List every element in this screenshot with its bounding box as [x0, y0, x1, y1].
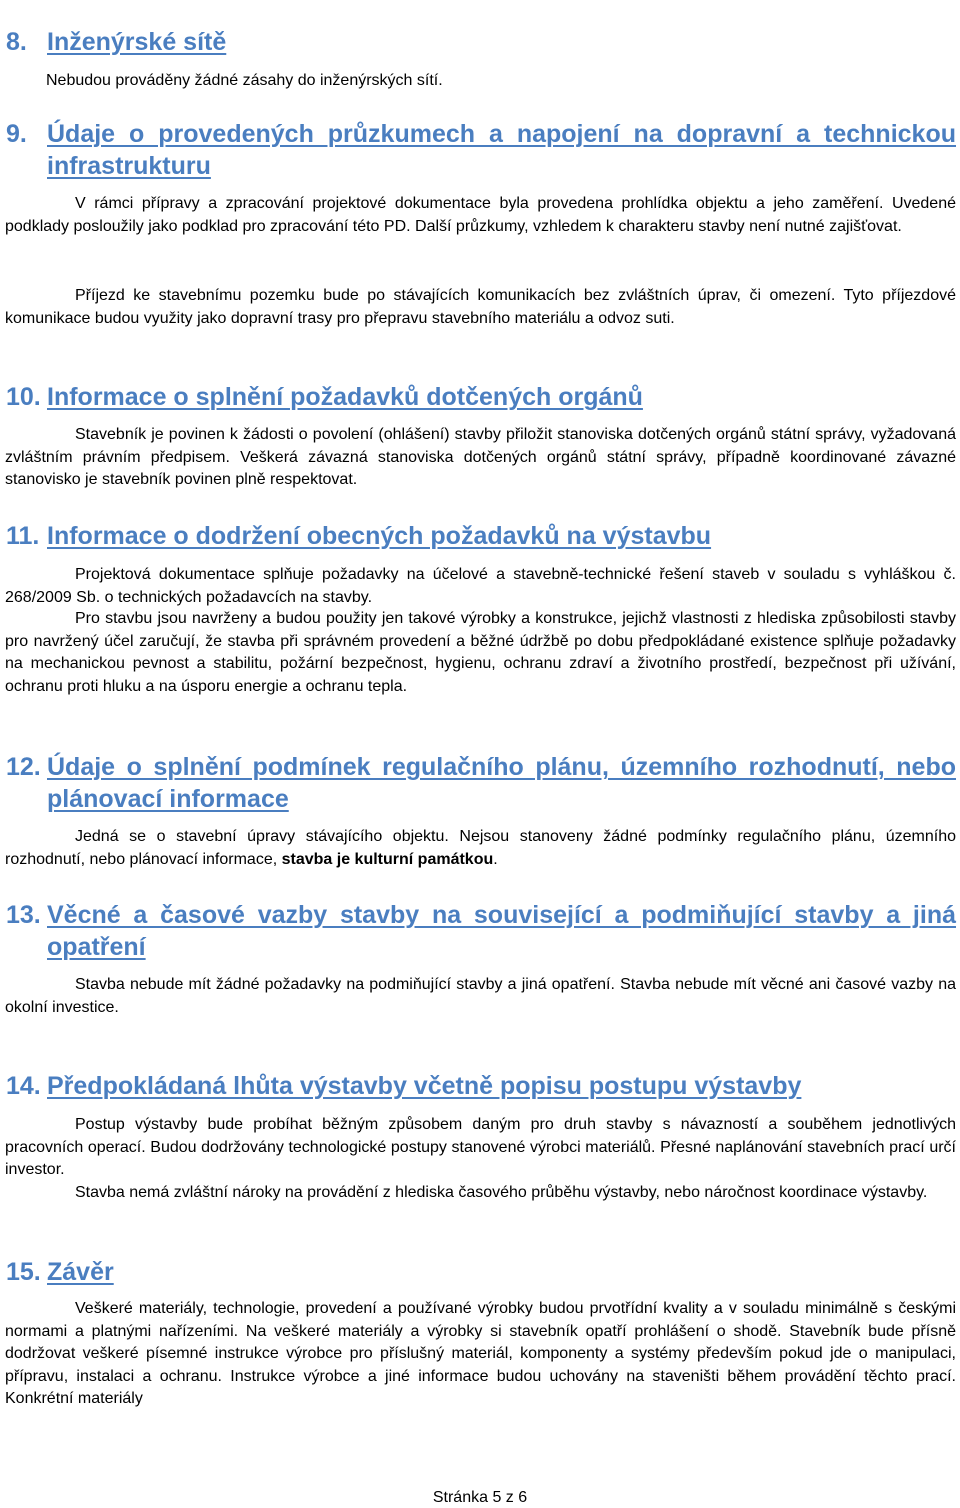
section-title: Údaje o splnění podmínek regulačního plánu, územního rozhodnutí, nebo plánovací informace [47, 753, 956, 813]
paragraph: Příjezd ke stavebnímu pozemku bude po stávajících komunikacích bez zvláštních úprav, či omezení. Tyto příjezdové komunikace budou využity jako dopravní trasy pro přepravu stavebního materiálu a odvoz suti. [5, 287, 956, 327]
paragraph [5, 826, 956, 871]
paragraph-text: Jedná se o stavební úpravy stávajícího objektu. Nejsou stanoveny žádné podmínky regulačního plánu, územního rozhodnutí, nebo plánovací informace, [5, 828, 956, 868]
section-number: 12. [6, 753, 41, 781]
section-title: Věcné a časové vazby stavby na související a podmiňující stavby a jiná opatření [47, 901, 956, 961]
section-title: Předpokládaná lhůta výstavby včetně popisu postupu výstavby [47, 1072, 802, 1100]
paragraph: Stavebník je povinen k žádosti o povolení (ohlášení) stavby přiložit stanoviska dotčených orgánů státní správy, vyžadovaná zvláštním právním předpisem. Veškerá závazná stanoviska dotčených orgánů státní správy, případně koordinované závazné stanovisko je stavebník povinen plně respektovat. [5, 426, 956, 488]
section-title: Informace o splnění požadavků dotčených orgánů [47, 383, 643, 411]
section-number: 11. [6, 522, 40, 550]
section-number: 9. [6, 120, 27, 148]
paragraph: Stavba nemá zvláštní nároky na provádění z hlediska časového průběhu výstavby, nebo náročnost koordinace výstavby. [75, 1184, 928, 1201]
paragraph: Pro stavbu jsou navrženy a budou použity jen takové výrobky a konstrukce, jejichž vlastnosti z hlediska způsobilosti stavby pro navržený účel zaručují, že stavba při správném provedení a běžné údržbě po dobu předpokládané existence splňuje požadavky na mechanickou pevnost a stabilitu, požární bezpečnost, hygienu, ochranu zdraví a životního prostředí, bezpečnost při užívání, ochranu proti hluku a na úsporu energie a ochranu tepla. [5, 610, 956, 695]
section-title: Informace o dodržení obecných požadavků na výstavbu [47, 522, 712, 550]
section-number: 15. [6, 1258, 41, 1286]
paragraph: Postup výstavby bude probíhat běžným způsobem daným pro druh stavby s návazností a souběhem jednotlivých pracovních operací. Budou dodržovány technologické postupy stanovené výrobci materiálů. Přesné naplánování stavebních prací určí investor. [5, 1116, 956, 1178]
paragraph: Projektová dokumentace splňuje požadavky na účelové a stavebně-technické řešení staveb v souladu s vyhláškou č. 268/2009 Sb. o technických požadavcích na stavby. [5, 566, 956, 606]
section-title: Inženýrské sítě [47, 28, 227, 56]
section-number: 14. [6, 1072, 41, 1100]
page-footer: Stránka 5 z 6 [432, 1489, 528, 1506]
section-title: Údaje o provedených průzkumech a napojení na dopravní a technickou infrastrukturu [47, 120, 956, 180]
emphasis-text: stavba je kulturní památkou [281, 850, 494, 868]
section-number: 13. [6, 901, 41, 929]
paragraph: V rámci přípravy a zpracování projektové dokumentace byla provedena prohlídka objektu a jeho zaměření. Uvedené podklady posloužily jako podklad pro zpracování této PD. Další průzkumy, vzhledem k charakteru stavby není nutné zajišťovat. [5, 195, 956, 235]
paragraph: Veškeré materiály, technologie, provedení a používané výrobky budou prvotřídní kvality a v souladu minimálně s českými normami a platnými nařízeními. Na veškeré materiály a výrobky si stavebník opatří prohlášení o shodě. Stavebník bude přísně dodržovat veškeré písemné instrukce výrobce pro příslušný materiál, komponenty a systémy především pokud jde o manipulaci, přípravu, instalaci a ochranu. Instrukce výrobce a jiné informace budou uchovány na staveništi během provádění těchto prací. Konkrétní materiály [5, 1300, 956, 1407]
section-number: 10. [6, 383, 41, 411]
paragraph-end: . [493, 850, 498, 868]
paragraph: Stavba nebude mít žádné požadavky na podmiňující stavby a jiná opatření. Stavba nebude mít věcné ani časové vazby na okolní investice. [5, 976, 956, 1016]
section-number: 8. [6, 28, 27, 56]
paragraph: Nebudou prováděny žádné zásahy do inženýrských sítí. [46, 72, 443, 89]
section-title: Závěr [47, 1258, 114, 1286]
